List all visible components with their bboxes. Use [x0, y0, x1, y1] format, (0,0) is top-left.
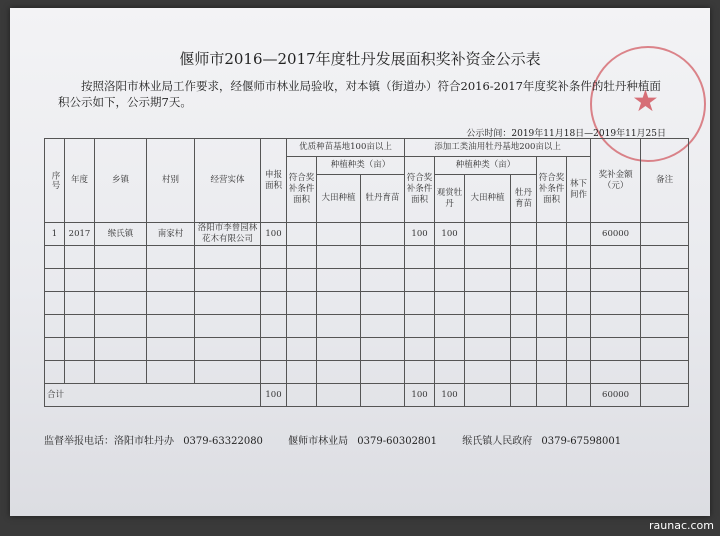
total-declared-area: 100 [261, 384, 287, 407]
table-total-row [45, 384, 689, 407]
col-village-header: 村别 [147, 139, 195, 223]
col-subsidy-header: 奖补金额（元） [591, 139, 641, 223]
contact-3-tel: 0379-67598001 [541, 436, 622, 447]
cell-forest-under [567, 223, 591, 246]
total-subsidy: 60000 [591, 384, 641, 407]
col-town-header: 乡镇 [95, 139, 147, 223]
cell-g2-ornamental: 100 [435, 223, 465, 246]
group2-ornamental-header: 观赏牡丹 [435, 175, 465, 223]
cell-entity: 洛阳市李曾园林花木有限公司 [195, 223, 261, 246]
group1-header: 优质种苗基地100亩以上 [287, 139, 405, 157]
contact-2-tel: 0379-60302801 [357, 436, 438, 447]
cell-g2-nursery [511, 223, 537, 246]
cell-g1-nursery [361, 223, 405, 246]
table-row [45, 223, 689, 246]
table-row-empty [45, 292, 689, 315]
contact-3-name: 缑氏镇人民政府 [462, 436, 533, 447]
col-seq-header: 序号 [45, 139, 65, 223]
subsidy-table [44, 138, 689, 407]
cell-year: 2017 [65, 223, 95, 246]
table-row-empty [45, 361, 689, 384]
table-row-empty [45, 338, 689, 361]
cell-g1-qualified [287, 223, 317, 246]
hotline-footer [44, 432, 684, 447]
cell-seq: 1 [45, 223, 65, 246]
contact-2-name: 偃师市林业局 [288, 436, 349, 447]
cell-g2-other [537, 223, 567, 246]
hotline-label: 监督举报电话： [44, 436, 114, 447]
publish-time: 公示时间：2019年11月18日—2019年11月25日 [466, 129, 666, 139]
table-row-empty [45, 246, 689, 269]
group2-header: 添加工类油用牡丹基地200亩以上 [405, 139, 591, 157]
cell-town: 缑氏镇 [95, 223, 147, 246]
group2-kind-header: 种植种类（亩） [435, 157, 537, 175]
col-remarks-header: 备注 [641, 139, 689, 223]
cell-g2-field [465, 223, 511, 246]
group1-field-header: 大田种植 [317, 175, 361, 223]
total-g2-qualified: 100 [405, 384, 435, 407]
cell-village: 南家村 [147, 223, 195, 246]
col-year-header: 年度 [65, 139, 95, 223]
cell-declared-area: 100 [261, 223, 287, 246]
total-g2-ornamental: 100 [435, 384, 465, 407]
group1-nursery-header: 牡丹育苗 [361, 175, 405, 223]
official-seal-icon: ★ [590, 46, 706, 162]
group1-kind-header: 种植种类（亩） [317, 157, 405, 175]
group2-field-header: 大田种植 [465, 175, 511, 223]
intro-paragraph: 按照洛阳市林业局工作要求，经偃师市林业局验收，对本镇（街道办）符合2016-2017年度奖补条件的牡丹种植面积公示如下，公示期7天。 [58, 79, 661, 109]
total-label: 合计 [45, 384, 261, 407]
cell-g1-field [317, 223, 361, 246]
page-title: 偃师市2016—2017年度牡丹发展面积奖补资金公示表 [179, 50, 541, 68]
cell-subsidy: 60000 [591, 223, 641, 246]
col-declared-header: 申报面积 [261, 139, 287, 223]
cell-g2-qualified: 100 [405, 223, 435, 246]
group2-nursery-header: 牡丹育苗 [511, 175, 537, 223]
contact-1-name: 洛阳市牡丹办 [114, 436, 174, 447]
watermark: raunac.com [649, 519, 714, 532]
forest-under-header: 林下间作 [567, 157, 591, 223]
table-row-empty [45, 315, 689, 338]
col-entity-header: 经营实体 [195, 139, 261, 223]
table-row-empty [45, 269, 689, 292]
contact-1-tel: 0379-63322080 [183, 436, 263, 447]
cell-remarks [641, 223, 689, 246]
group2-qualified-header: 符合奖补条件面积 [405, 157, 435, 223]
group2-other-header: 符合奖补条件面积 [537, 157, 567, 223]
group1-qualified-header: 符合奖补条件面积 [287, 157, 317, 223]
